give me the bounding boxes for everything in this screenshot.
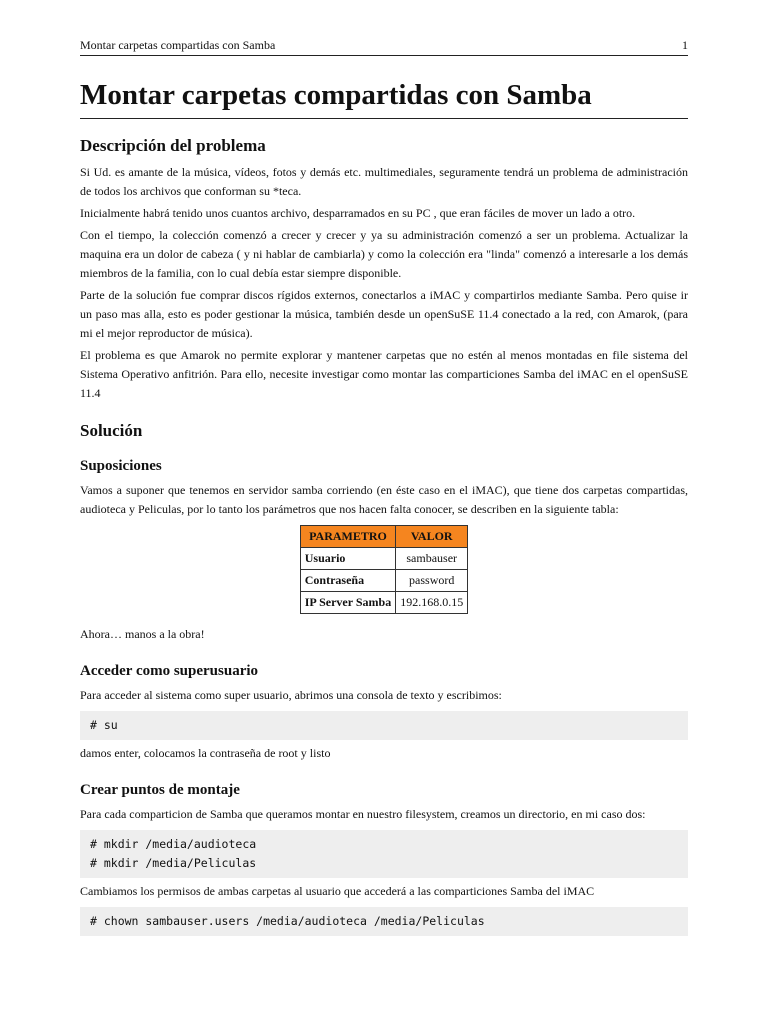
parameters-table	[300, 525, 468, 614]
code-line: # mkdir /media/Peliculas	[90, 856, 257, 870]
running-header	[80, 37, 688, 53]
paragraph: Para cada comparticion de Samba que queramos montar en nuestro filesystem, creamos un directorio, en mi caso dos:	[80, 807, 646, 821]
page-number: 1	[682, 38, 688, 52]
table-row	[300, 570, 467, 592]
code-block-su: # su	[80, 711, 688, 740]
table-cell-param: Contraseña	[300, 570, 395, 592]
paragraph: Parte de la solución fue comprar discos rígidos externos, conectarlos a iMAC y compartirlos mediante Samba. Pero quise ir un paso mas alla, esto es poder gestionar la música, también desde un openSuSE 11.4 conectado a la red, con Amarok, (para mi el mejor reproductor de música).	[80, 288, 688, 340]
table-header-valor: VALOR	[396, 526, 468, 548]
paragraph: Con el tiempo, la colección comenzó a crecer y crecer y ya su administración comenzó a ser un problema. Actualizar la maquina era un dolor de cabeza ( y ni hablar de cambiarla) y como la colección era "linda" comenzó a interesarle a los demás miembros de la familia, con lo cual debía estar siempre disponible.	[80, 228, 688, 280]
header-divider	[80, 55, 688, 56]
document-body	[80, 134, 688, 936]
paragraph: Cambiamos los permisos de ambas carpetas al usuario que accederá a las comparticiones Samba del iMAC	[80, 884, 595, 898]
table-header-parametro: PARAMETRO	[300, 526, 395, 548]
table-cell-value: password	[396, 570, 468, 592]
heading-superuser: Acceder como superusuario	[80, 663, 259, 679]
heading-mount-points: Crear puntos de montaje	[80, 782, 240, 798]
table-row	[300, 548, 467, 570]
table-header-row	[300, 526, 467, 548]
paragraph: Si Ud. es amante de la música, vídeos, fotos y demás etc. multimediales, seguramente tendrá un problema de administración de todos los archivos que conforman su *teca.	[80, 165, 688, 198]
page-title: Montar carpetas compartidas con Samba	[80, 79, 592, 111]
paragraph: Vamos a suponer que tenemos en servidor samba corriendo (en éste caso en el iMAC), que tiene dos carpetas compartidas, audioteca y Peliculas, por lo tanto los parámetros que nos hacen falta conocer, se describen en la siguiente tabla:	[80, 483, 688, 516]
paragraph: El problema es que Amarok no permite explorar y mantener carpetas que no estén al menos montadas en file sistema del Sistema Operativo anfitrión. Para ello, necesite investigar como montar las comparticiones Samba del iMAC en el openSuSE 11.4	[80, 348, 688, 400]
title-divider	[80, 118, 688, 119]
paragraph: Inicialmente habrá tenido unos cuantos archivo, desparramados en su PC , que eran fáciles de mover un lado a otro.	[80, 206, 636, 220]
paragraph: damos enter, colocamos la contraseña de root y listo	[80, 746, 331, 760]
code-block-mkdir	[80, 830, 688, 878]
table-cell-value: 192.168.0.15	[396, 592, 468, 614]
code-block-chown: # chown sambauser.users /media/audioteca /media/Peliculas	[80, 907, 688, 936]
table-cell-param: Usuario	[300, 548, 395, 570]
table-cell-value: sambauser	[396, 548, 468, 570]
paragraph: Ahora… manos a la obra!	[80, 627, 205, 641]
code-line: # mkdir /media/audioteca	[90, 837, 257, 851]
heading-assumptions: Suposiciones	[80, 458, 162, 474]
paragraph: Para acceder al sistema como super usuario, abrimos una consola de texto y escribimos:	[80, 688, 502, 702]
table-cell-param: IP Server Samba	[300, 592, 395, 614]
running-header-title: Montar carpetas compartidas con Samba	[80, 38, 276, 52]
table-row	[300, 592, 467, 614]
heading-solution: Solución	[80, 421, 143, 440]
heading-problem: Descripción del problema	[80, 136, 266, 155]
